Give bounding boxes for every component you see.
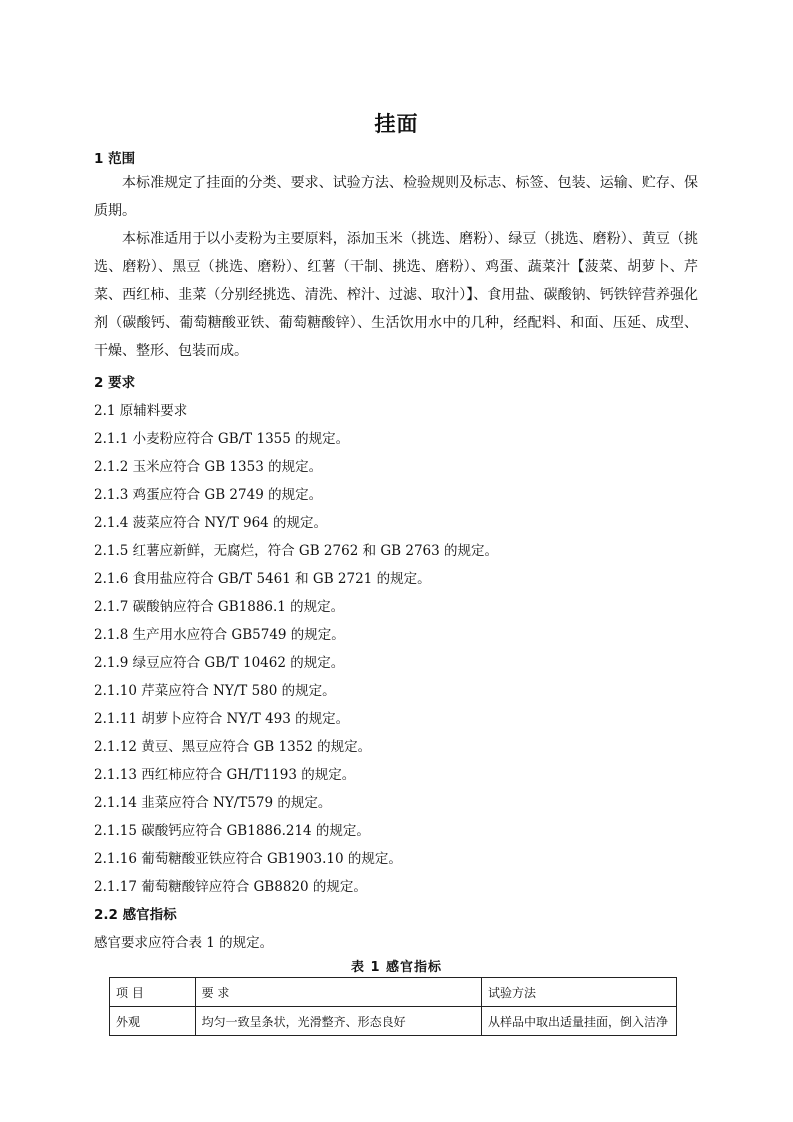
table-cell: 从样品中取出适量挂面，倒入洁净	[482, 1007, 677, 1036]
table-header-row	[110, 978, 677, 1007]
scope-paragraph-1: 本标准规定了挂面的分类、要求、试验方法、检验规则及标志、标签、包装、运输、贮存、保质期。	[94, 175, 698, 219]
scope-paragraph-2: 本标准适用于以小麦粉为主要原料，添加玉米（挑选、磨粉）、绿豆（挑选、磨粉）、黄豆（挑选、磨粉）、黑豆（挑选、磨粉）、红薯（干制、挑选、磨粉）、鸡蛋、蔬菜汁【菠菜、胡萝卜、芹菜、西红柿、韭菜（分别经挑选、清洗、榨汁、过滤、取汁）】、食用盐、碳酸钠、钙铁锌营养强化剂（碳酸钙、葡萄糖酸亚铁、葡萄糖酸锌）、生活饮用水中的几种，经配料、和面、压延、成型、干燥、整形、包装而成。	[94, 231, 698, 359]
list-item: 2.1.15 碳酸钙应符合 GB1886.214 的规定。	[94, 823, 370, 839]
subsection-heading-raw-materials: 2.1 原辅料要求	[94, 403, 188, 419]
list-item: 2.1.6 食用盐应符合 GB/T 5461 和 GB 2721 的规定。	[94, 571, 431, 587]
table-caption: 表 1 感官指标	[350, 960, 443, 975]
list-item: 2.1.13 西红柿应符合 GH/T1193 的规定。	[94, 767, 356, 783]
list-item: 2.1.7 碳酸钠应符合 GB1886.1 的规定。	[94, 599, 345, 615]
table-header-cell: 要 求	[195, 978, 481, 1007]
list-item: 2.1.14 韭菜应符合 NY/T579 的规定。	[94, 795, 332, 811]
section-heading-requirements: 2 要求	[94, 375, 136, 391]
table-header-cell: 试验方法	[482, 978, 677, 1007]
section-heading-scope: 1 范围	[94, 151, 136, 167]
list-item: 2.1.2 玉米应符合 GB 1353 的规定。	[94, 459, 323, 475]
list-item: 2.1.11 胡萝卜应符合 NY/T 493 的规定。	[94, 711, 350, 727]
table-cell: 外观	[110, 1007, 196, 1036]
list-item: 2.1.1 小麦粉应符合 GB/T 1355 的规定。	[94, 431, 350, 447]
table-header-cell: 项 目	[110, 978, 196, 1007]
subsection-heading-sensory: 2.2 感官指标	[94, 907, 177, 923]
list-item: 2.1.12 黄豆、黑豆应符合 GB 1352 的规定。	[94, 739, 372, 755]
list-item: 2.1.5 红薯应新鲜，无腐烂，符合 GB 2762 和 GB 2763 的规定。	[94, 543, 499, 559]
sensory-intro-text: 感官要求应符合表 1 的规定。	[94, 935, 274, 951]
list-item: 2.1.3 鸡蛋应符合 GB 2749 的规定。	[94, 487, 323, 503]
list-item: 2.1.8 生产用水应符合 GB5749 的规定。	[94, 627, 345, 643]
table-row	[110, 1007, 677, 1036]
list-item: 2.1.4 菠菜应符合 NY/T 964 的规定。	[94, 515, 328, 531]
list-item: 2.1.10 芹菜应符合 NY/T 580 的规定。	[94, 683, 336, 699]
table-cell: 均匀一致呈条状，光滑整齐、形态良好	[195, 1007, 481, 1036]
list-item: 2.1.9 绿豆应符合 GB/T 10462 的规定。	[94, 655, 345, 671]
list-item: 2.1.17 葡萄糖酸锌应符合 GB8820 的规定。	[94, 879, 367, 895]
page-title: 挂面	[374, 112, 419, 136]
list-item: 2.1.16 葡萄糖酸亚铁应符合 GB1903.10 的规定。	[94, 851, 402, 867]
sensory-table	[109, 977, 677, 1036]
